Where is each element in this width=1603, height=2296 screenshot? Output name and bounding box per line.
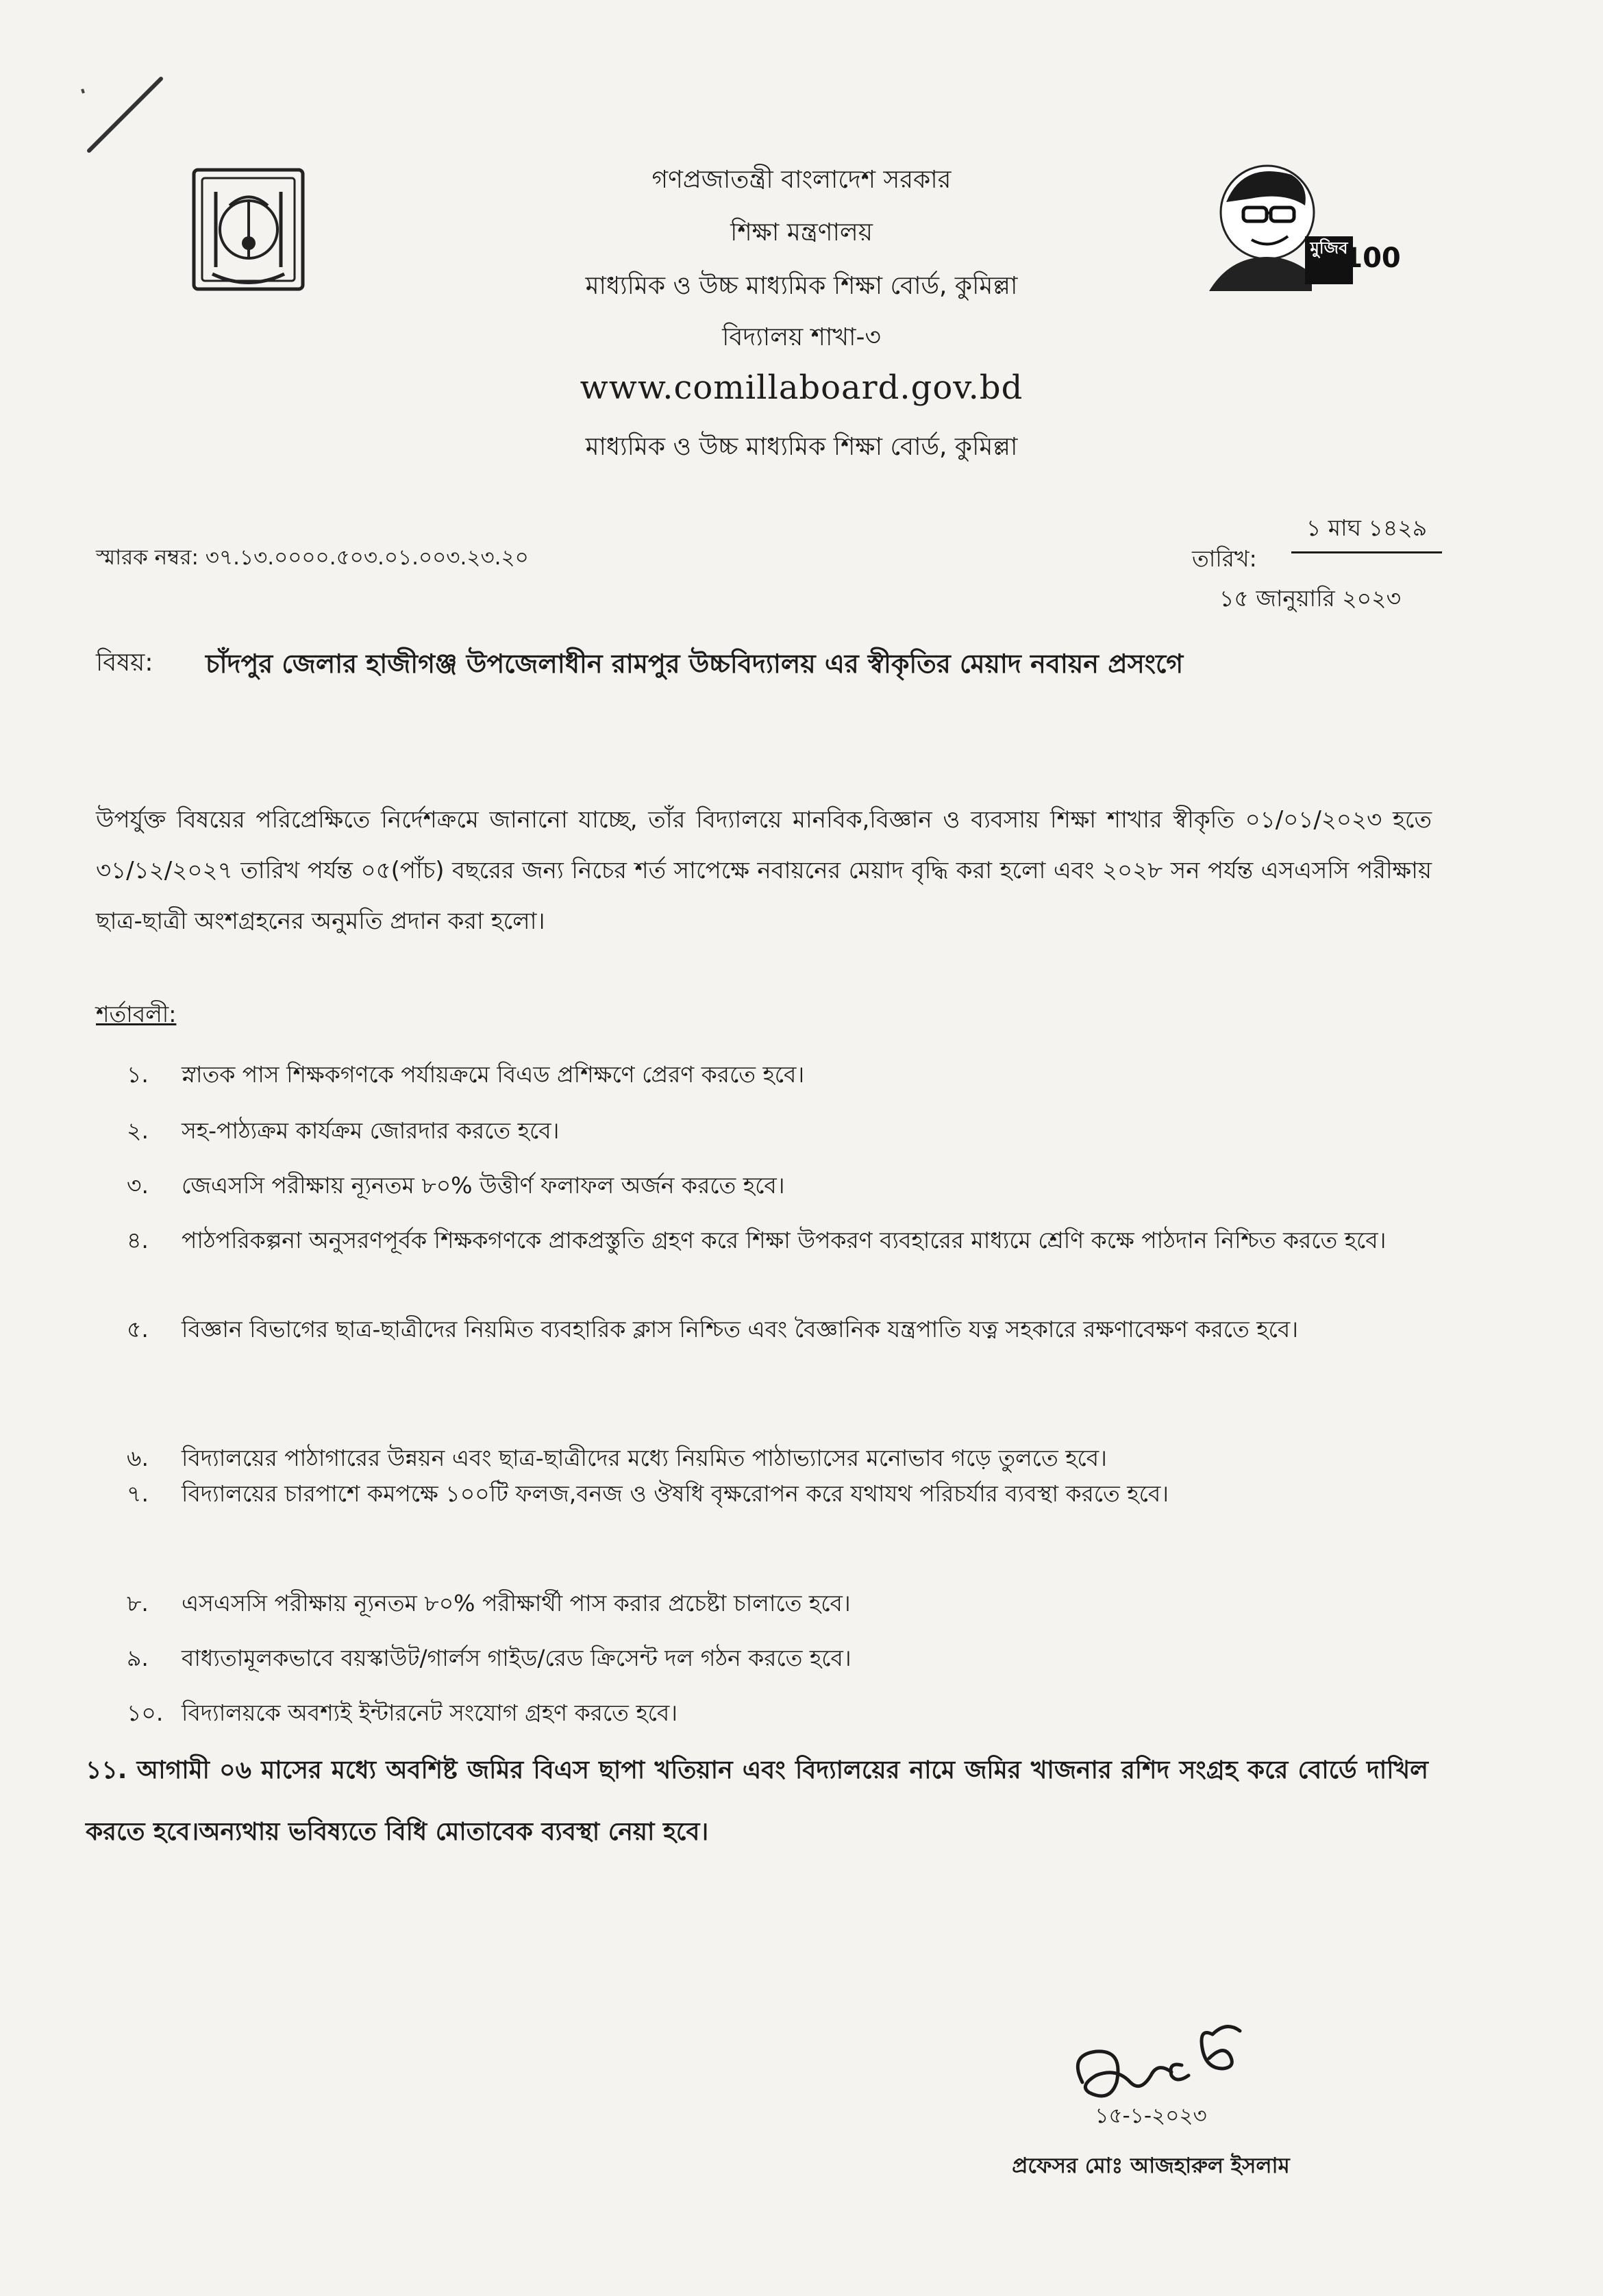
condition-text: বিদ্যালয়ের চারপাশে কমপক্ষে ১০০টি ফলজ,বনজ ও ঔষধি বৃক্ষরোপন করে যথাযথ পরিচর্যার ব্যবস্থা করতে হবে। bbox=[182, 1480, 1169, 1507]
condition-number: ২. bbox=[127, 1117, 149, 1144]
memo-number: স্মারক নম্বর: ৩৭.১৩.০০০০.৫০৩.০১.০০৩.২৩.২০ bbox=[96, 545, 529, 570]
condition-text: জেএসসি পরীক্ষায় ন্যূনতম ৮০% উত্তীর্ণ ফলাফল অর্জন করতে হবে। bbox=[182, 1172, 785, 1199]
condition-text: আগামী ০৬ মাসের মধ্যে অবশিষ্ট জমির বিএস ছাপা খতিয়ান এবং বিদ্যালয়ের নামে জমির খাজনার রশিদ সংগ্রহ করে বোর্ডে দাখিল করতে হবে।অন্যথায় ভবিষ্যতে বিধি মোতাবেক ব্যবস্থা নেয়া হবে। bbox=[86, 1756, 1428, 1846]
condition-item bbox=[127, 1158, 1428, 1214]
gregorian-date: ১৫ জানুয়ারি ২০২৩ bbox=[1219, 585, 1402, 612]
condition-text: এসএসসি পরীক্ষায় ন্যূনতম ৮০% পরীক্ষার্থী পাস করার প্রচেষ্টা চালাতে হবে। bbox=[182, 1590, 851, 1617]
condition-number: ৭. bbox=[127, 1480, 149, 1507]
pen-mark bbox=[75, 68, 171, 164]
condition-item bbox=[127, 1685, 1428, 1741]
signatory-name: প্রফেসর মোঃ আজহারুল ইসলাম bbox=[1012, 2154, 1290, 2178]
condition-number: ৮. bbox=[127, 1590, 149, 1617]
ministry-heading: শিক্ষা মন্ত্রণালয় bbox=[730, 219, 873, 247]
condition-item bbox=[127, 1466, 1428, 1522]
condition-number: ৯. bbox=[127, 1645, 149, 1671]
portrait-number: 100 bbox=[1343, 242, 1401, 274]
bangla-date: ১ মাঘ ১৪২৯ bbox=[1291, 510, 1442, 553]
condition-item bbox=[127, 1301, 1428, 1358]
condition-number: ১০. bbox=[127, 1699, 164, 1726]
condition-number: ১. bbox=[127, 1061, 149, 1088]
condition-number: ১১. bbox=[86, 1756, 127, 1784]
board-website: www.comillaboard.gov.bd bbox=[580, 369, 1023, 407]
condition-item bbox=[127, 1047, 1428, 1103]
condition-number: ৬. bbox=[127, 1445, 149, 1471]
subject-label: বিষয়: bbox=[96, 649, 153, 677]
portrait-caption: মুজিব bbox=[1310, 238, 1348, 258]
condition-item bbox=[127, 1103, 1428, 1159]
branch-heading: বিদ্যালয় শাখা-৩ bbox=[722, 323, 881, 351]
condition-text: বিদ্যালয়কে অবশ্যই ইন্টারনেট সংযোগ গ্রহণ করতে হবে। bbox=[182, 1699, 678, 1726]
condition-text: স্নাতক পাস শিক্ষকগণকে পর্যায়ক্রমে বিএড প্রশিক্ষণে প্রেরণ করতে হবে। bbox=[182, 1061, 805, 1088]
condition-number: ৩. bbox=[127, 1172, 149, 1199]
condition-item-bold bbox=[86, 1740, 1428, 1863]
signature-date: ১৫-১-২০২৩ bbox=[1095, 2104, 1207, 2128]
date-label: তারিখ: bbox=[1192, 545, 1257, 572]
condition-number: ৫. bbox=[127, 1316, 149, 1343]
condition-text: সহ-পাঠ্যক্রম কার্যক্রম জোরদার করতে হবে। bbox=[182, 1117, 560, 1144]
condition-item bbox=[127, 1575, 1428, 1632]
condition-text: বাধ্যতামূলকভাবে বয়স্কাউট/গার্লস গাইড/রেড ক্রিসেন্ট দল গঠন করতে হবে। bbox=[182, 1645, 852, 1671]
condition-text: বিজ্ঞান বিভাগের ছাত্র-ছাত্রীদের নিয়মিত ব্যবহারিক ক্লাস নিশ্চিত এবং বৈজ্ঞানিক যন্ত্রপাতি যত্ন সহকারে রক্ষণাবেক্ষণ করতে হবে। bbox=[182, 1316, 1298, 1343]
condition-text: বিদ্যালয়ের পাঠাগারের উন্নয়ন এবং ছাত্র-ছাত্রীদের মধ্যে নিয়মিত পাঠাভ্যাসের মনোভাব গড়ে তুলতে হবে। bbox=[182, 1445, 1107, 1471]
govt-heading: গণপ্রজাতন্ত্রী বাংলাদেশ সরকার bbox=[651, 166, 952, 194]
condition-text: পাঠপরিকল্পনা অনুসরণপূর্বক শিক্ষকগণকে প্রাকপ্রস্তুতি গ্রহণ করে শিক্ষা উপকরণ ব্যবহারের মাধ্যমে শ্রেণি কক্ষে পাঠদান নিশ্চিত করতে হবে। bbox=[182, 1227, 1387, 1253]
subject-text: চাঁদপুর জেলার হাজীগঞ্জ উপজেলাধীন রামপুর উচ্চবিদ্যালয় এর স্বীকৃতির মেয়াদ নবায়ন প্রসংগে bbox=[206, 649, 1184, 679]
board-heading-repeat: মাধ্যমিক ও উচ্চ মাধ্যমিক শিক্ষা বোর্ড, কুমিল্লা bbox=[585, 433, 1018, 461]
condition-number: ৪. bbox=[127, 1227, 149, 1253]
board-heading: মাধ্যমিক ও উচ্চ মাধ্যমিক শিক্ষা বোর্ড, কুমিল্লা bbox=[585, 272, 1018, 300]
intro-paragraph: উপর্যুক্ত বিষয়ের পরিপ্রেক্ষিতে নির্দেশক্রমে জানানো যাচ্ছে, তাঁর বিদ্যালয়ে মানবিক,বিজ্ঞান ও ব্যবসায় শিক্ষা শাখার স্বীকৃতি ০১/০১/২০২৩ হতে ৩১/১২/২০২৭ তারিখ পর্যন্ত ০৫(পাঁচ) বছরের জন্য নিচের শর্ত সাপেক্ষে নবায়নের মেয়াদ বৃদ্ধি করা হলো এবং ২০২৮ সন পর্যন্ত এসএসসি পরীক্ষায় ছাত্র-ছাত্রী অংশগ্রহনের অনুমতি প্রদান করা হলো। bbox=[96, 806, 1432, 935]
condition-item bbox=[127, 1212, 1428, 1269]
conditions-title: শর্তাবলী: bbox=[96, 1001, 177, 1027]
mujib-100-logo bbox=[1202, 154, 1401, 298]
condition-item bbox=[127, 1630, 1428, 1686]
